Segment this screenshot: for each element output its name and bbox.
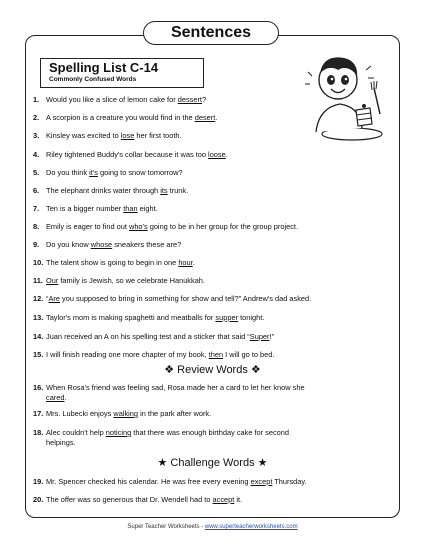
sentence-19: 19. Mr. Spencer checked his calendar. He was free every evening except Thursday. (33, 477, 307, 486)
sentence-number: 10. (33, 258, 44, 267)
sentence-9: 9. Do you know whose sneakers these are? (33, 240, 182, 249)
spelling-word: accept (212, 495, 235, 504)
spelling-word: except (250, 477, 273, 486)
sentence-14: 14. Juan received an A on his spelling test and a sticker that said “Super!” (33, 332, 275, 341)
footer: Super Teacher Worksheets - www.superteacherworksheets.com (127, 524, 298, 530)
sentence-number: 18. (33, 428, 44, 437)
sentence-16-continuation: cared. (46, 393, 67, 402)
sentence-number: 13. (33, 313, 44, 322)
spelling-word: who's (128, 222, 148, 231)
sentence-number: 8. (33, 222, 40, 231)
sentence-18: 18. Alec couldn't help noticing that there was enough birthday cake for second (33, 428, 290, 437)
spelling-word: walking (113, 409, 139, 418)
sentence-number: 12. (33, 294, 44, 303)
sentence-11: 11. Our family is Jewish, so we celebrate Hanukkah. (33, 276, 205, 285)
sentence-number: 7. (33, 204, 40, 213)
sentence-number: 15. (33, 350, 44, 359)
sentence-2: 2. A scorpion is a creature you would find in the desert. (33, 113, 218, 122)
sentence-4: 4. Riley tightened Buddy's collar because it was too loose. (33, 150, 228, 159)
sentence-number: 5. (33, 168, 40, 177)
sentence-5: 5. Do you think it's going to snow tomorrow? (33, 168, 183, 177)
spelling-word: supper (215, 313, 239, 322)
footer-link[interactable]: www.superteacherworksheets.com (204, 524, 298, 530)
sentence-16: 16. When Rosa's friend was feeling sad, Rosa made her a card to let her know she (33, 383, 305, 392)
spelling-word: whose (90, 240, 113, 249)
spelling-word: Super (249, 332, 270, 341)
list-title: Spelling List C-14 (49, 60, 159, 75)
sentence-3: 3. Kinsley was excited to lose her first tooth. (33, 131, 182, 140)
sentence-number: 1. (33, 95, 40, 104)
sentence-13: 13. Taylor's mom is making spaghetti and meatballs for supper tonight. (33, 313, 265, 322)
sentence-7: 7. Ten is a bigger number than eight. (33, 204, 158, 213)
spelling-word: lose (120, 131, 135, 140)
sentence-6: 6. The elephant drinks water through its trunk. (33, 186, 189, 195)
sentence-number: 16. (33, 383, 44, 392)
spelling-word: Are (48, 294, 60, 303)
spelling-word: hour (178, 258, 193, 267)
sentence-number: 3. (33, 131, 40, 140)
spelling-word: dessert (177, 95, 202, 104)
sentence-15: 15. I will finish reading one more chapter of my book, then I will go to bed. (33, 350, 275, 359)
sentence-8: 8. Emily is eager to find out who's going to be in her group for the group project. (33, 222, 299, 231)
spelling-word: noticing (105, 428, 132, 437)
spelling-word: cared (46, 393, 65, 402)
challenge-words-heading: ★ Challenge Words ★ (157, 457, 268, 469)
spelling-word: Our (46, 276, 59, 285)
sentence-number: 9. (33, 240, 40, 249)
review-words-heading: ❖ Review Words ❖ (164, 364, 261, 376)
sentence-number: 19. (33, 477, 44, 486)
spelling-word: its (160, 186, 168, 195)
page-title: Sentences (143, 21, 279, 45)
spelling-word: loose (208, 150, 226, 159)
sentence-20: 20. The offer was so generous that Dr. Wendell had to accept it. (33, 495, 243, 504)
spelling-word: desert (194, 113, 216, 122)
sentence-number: 14. (33, 332, 44, 341)
sentence-number: 4. (33, 150, 40, 159)
sentence-1: 1. Would you like a slice of lemon cake for dessert? (33, 95, 207, 104)
sentence-number: 17. (33, 409, 44, 418)
sentence-number: 11. (33, 276, 43, 285)
spelling-word: than (123, 204, 138, 213)
spelling-word: then (208, 350, 224, 359)
list-subtitle: Commonly Confused Words (49, 76, 137, 83)
spelling-list-box (40, 58, 204, 88)
sentence-number: 20. (33, 495, 44, 504)
sentence-12: 12. “Are you supposed to bring in something for show and tell?” Andrew's dad asked. (33, 294, 312, 303)
sentence-number: 2. (33, 113, 40, 122)
sentence-17: 17. Mrs. Lubecki enjoys walking in the park after work. (33, 409, 212, 418)
sentence-number: 6. (33, 186, 40, 195)
spelling-word: it's (89, 168, 98, 177)
sentence-18-continuation: helpings. (46, 438, 76, 447)
sentence-10: 10. The talent show is going to begin in one hour. (33, 258, 195, 267)
